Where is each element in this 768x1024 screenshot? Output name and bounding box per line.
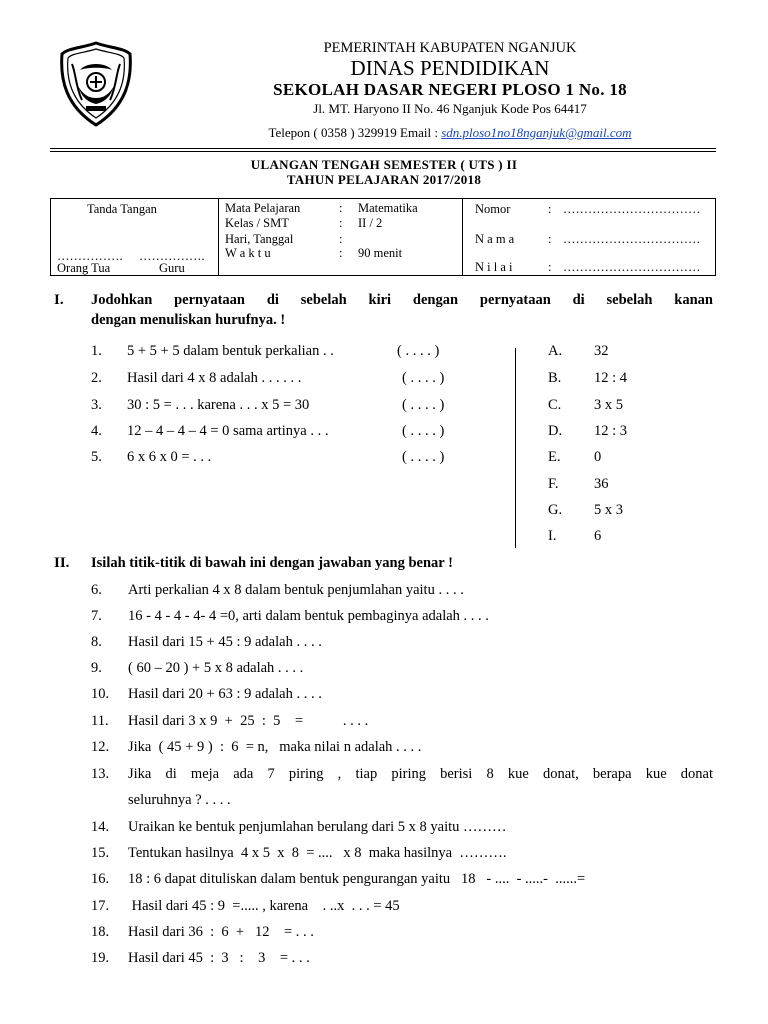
question-number: 15. [91,845,110,861]
question-text: Tentukan hasilnya 4 x 5 x 8 = .... x 8 maka hasilnya ………. [128,845,507,861]
option-letter-d: D. [548,423,563,439]
question-text: 5 + 5 + 5 dalam bentuk perkalian . . [127,343,334,359]
essay-question-11 [91,713,369,730]
question-text: 16 - 4 - 4 - 4- 4 =0, arti dalam bentuk pembaginya adalah . . . . [128,608,489,624]
header-address: Jl. MT. Haryono II No. 46 Nganjuk Kode Pos 64417 [313,101,587,116]
time-colon: : [339,246,343,260]
class-label: Kelas / SMT [225,216,289,230]
question-text: Hasil dari 15 + 45 : 9 adalah . . . . [128,634,322,650]
name-field[interactable]: …………………………… [563,232,701,246]
essay-question-17 [91,898,400,915]
question-text: 6 x 6 x 0 = . . . [127,449,212,465]
student-info-box [50,198,716,276]
header-government: PEMERINTAH KABUPATEN NGANJUK [323,40,577,56]
time-value: 90 menit [358,246,403,260]
question-text: Hasil dari 45 : 3 : 3 = . . . [128,950,310,966]
question-text: Hasil dari 3 x 9 + 25 : 5 = . . . . [128,713,369,729]
question-text: Jika di meja ada 7 piring , tiap piring berisi 8 kue donat, berapa kue donat [128,766,713,782]
option-value-i: 6 [594,528,602,544]
matching-divider-line [515,348,516,548]
score-colon: : [548,260,552,274]
question-number: 4. [91,423,102,439]
question-text: Arti perkalian 4 x 8 dalam bentuk penjumlahan yaitu . . . . [128,582,464,598]
parent-signature-dots: ……………. [57,249,123,263]
regency-emblem-logo [58,40,134,128]
question-number: 11. [91,713,109,729]
section1-instruction-line2: dengan menuliskan hurufnya. ! [91,312,286,328]
subject-value: Matematika [358,201,418,215]
option-value-c: 3 x 5 [594,397,623,413]
header-school-name: SEKOLAH DASAR NEGERI PLOSO 1 No. 18 [273,80,627,99]
question-text: Uraikan ke bentuk penjumlahan berulang dari 5 x 8 yaitu ……… [128,819,507,835]
date-colon: : [339,232,343,246]
question-number: 14. [91,819,110,835]
option-letter-a: A. [548,343,563,359]
question-text: Hasil dari 20 + 63 : 9 adalah . . . . [128,686,322,702]
essay-question-19 [91,950,310,967]
option-value-e: 0 [594,449,602,465]
option-letter-c: C. [548,397,562,413]
option-letter-g: G. [548,502,563,518]
question-number: 18. [91,924,110,940]
question-text: Jika ( 45 + 9 ) : 6 = n, maka nilai n adalah . . . . [128,739,422,755]
option-letter-i: I. [548,528,557,544]
question-text: Hasil dari 45 : 9 =..... , karena . ..x . . . = 45 [128,898,400,914]
answer-blank[interactable]: ( . . . . ) [402,370,445,386]
date-label: Hari, Tanggal [225,232,294,246]
question-text: 12 – 4 – 4 – 4 = 0 sama artinya . . . [127,423,329,439]
question-number: 7. [91,608,102,624]
class-value: II / 2 [358,216,383,230]
exam-year: TAHUN PELAJARAN 2017/2018 [286,172,482,187]
essay-question-18 [91,924,314,941]
score-field[interactable]: …………………………… [563,260,701,274]
header-divider-thick [50,148,716,149]
option-value-g: 5 x 3 [594,502,623,518]
essay-question-13 [91,766,713,783]
essay-question-13-continued: seluruhnya ? . . . . [128,792,231,808]
essay-question-12 [91,739,422,756]
name-colon: : [548,232,552,246]
header-contact [170,125,730,141]
class-colon: : [339,216,343,230]
header-divider-thin [50,151,716,152]
question-number: 16. [91,871,110,887]
essay-question-8 [91,634,322,651]
exam-title: ULANGAN TENGAH SEMESTER ( UTS ) II [250,157,518,172]
question-number: 12. [91,739,110,755]
question-number: 9. [91,660,102,676]
question-number: 10. [91,686,110,702]
name-label: N a m a [475,232,515,246]
subject-colon: : [339,201,343,215]
question-number: 1. [91,343,102,359]
question-number: 17. [91,898,110,914]
parent-label: Orang Tua [57,261,111,275]
option-value-a: 32 [594,343,609,359]
answer-blank[interactable]: ( . . . . ) [402,397,445,413]
option-letter-b: B. [548,370,562,386]
header-phone: Telepon ( 0358 ) 329919 Email : [268,125,442,140]
essay-question-10 [91,686,322,703]
header-email-link[interactable]: sdn.ploso1no18nganjuk@gmail.com [441,125,632,140]
section2-number: II. [54,555,70,571]
teacher-label: Guru [159,261,185,275]
question-number: 8. [91,634,102,650]
essay-question-6 [91,582,464,599]
question-text: 30 : 5 = . . . karena . . . x 5 = 30 [127,397,310,413]
question-text: Hasil dari 36 : 6 + 12 = . . . [128,924,314,940]
essay-question-16 [91,871,586,888]
section1-number: I. [54,292,64,308]
question-text: 18 : 6 dapat dituliskan dalam bentuk pengurangan yaitu 18 - .... - .....- ......= [128,871,586,887]
info-divider-2 [462,199,463,275]
question-number: 19. [91,950,110,966]
teacher-signature-dots: ……………. [139,249,205,263]
question-text: ( 60 – 20 ) + 5 x 8 adalah . . . . [128,660,304,676]
option-value-d: 12 : 3 [594,423,628,439]
time-label: W a k t u [225,246,271,260]
number-colon: : [548,202,552,216]
number-label: Nomor [475,202,511,216]
essay-question-9 [91,660,304,677]
section1-instruction-line1: Jodohkan pernyataan di sebelah kiri dengan pernyataan di sebelah kanan [91,292,713,308]
score-label: N i l a i [475,260,513,274]
essay-question-7 [91,608,489,625]
option-letter-f: F. [548,476,559,492]
option-value-f: 36 [594,476,609,492]
subject-label: Mata Pelajaran [225,201,301,215]
question-number: 5. [91,449,102,465]
section2-instruction: Isilah titik-titik di bawah ini dengan jawaban yang benar ! [91,555,453,571]
signature-label: Tanda Tangan [87,202,157,216]
question-number: 2. [91,370,102,386]
question-number: 3. [91,397,102,413]
answer-blank[interactable]: ( . . . . ) [402,449,445,465]
question-text: Hasil dari 4 x 8 adalah . . . . . . [127,370,302,386]
option-value-b: 12 : 4 [594,370,628,386]
question-number: 6. [91,582,102,598]
header-department: DINAS PENDIDIKAN [350,56,550,80]
answer-blank[interactable]: ( . . . . ) [402,423,445,439]
question-number: 13. [91,766,110,782]
essay-question-14 [91,819,507,836]
essay-question-15 [91,845,507,862]
option-letter-e: E. [548,449,561,465]
info-divider-1 [218,199,219,275]
answer-blank[interactable]: ( . . . . ) [397,343,440,359]
number-field[interactable]: …………………………… [563,202,701,216]
